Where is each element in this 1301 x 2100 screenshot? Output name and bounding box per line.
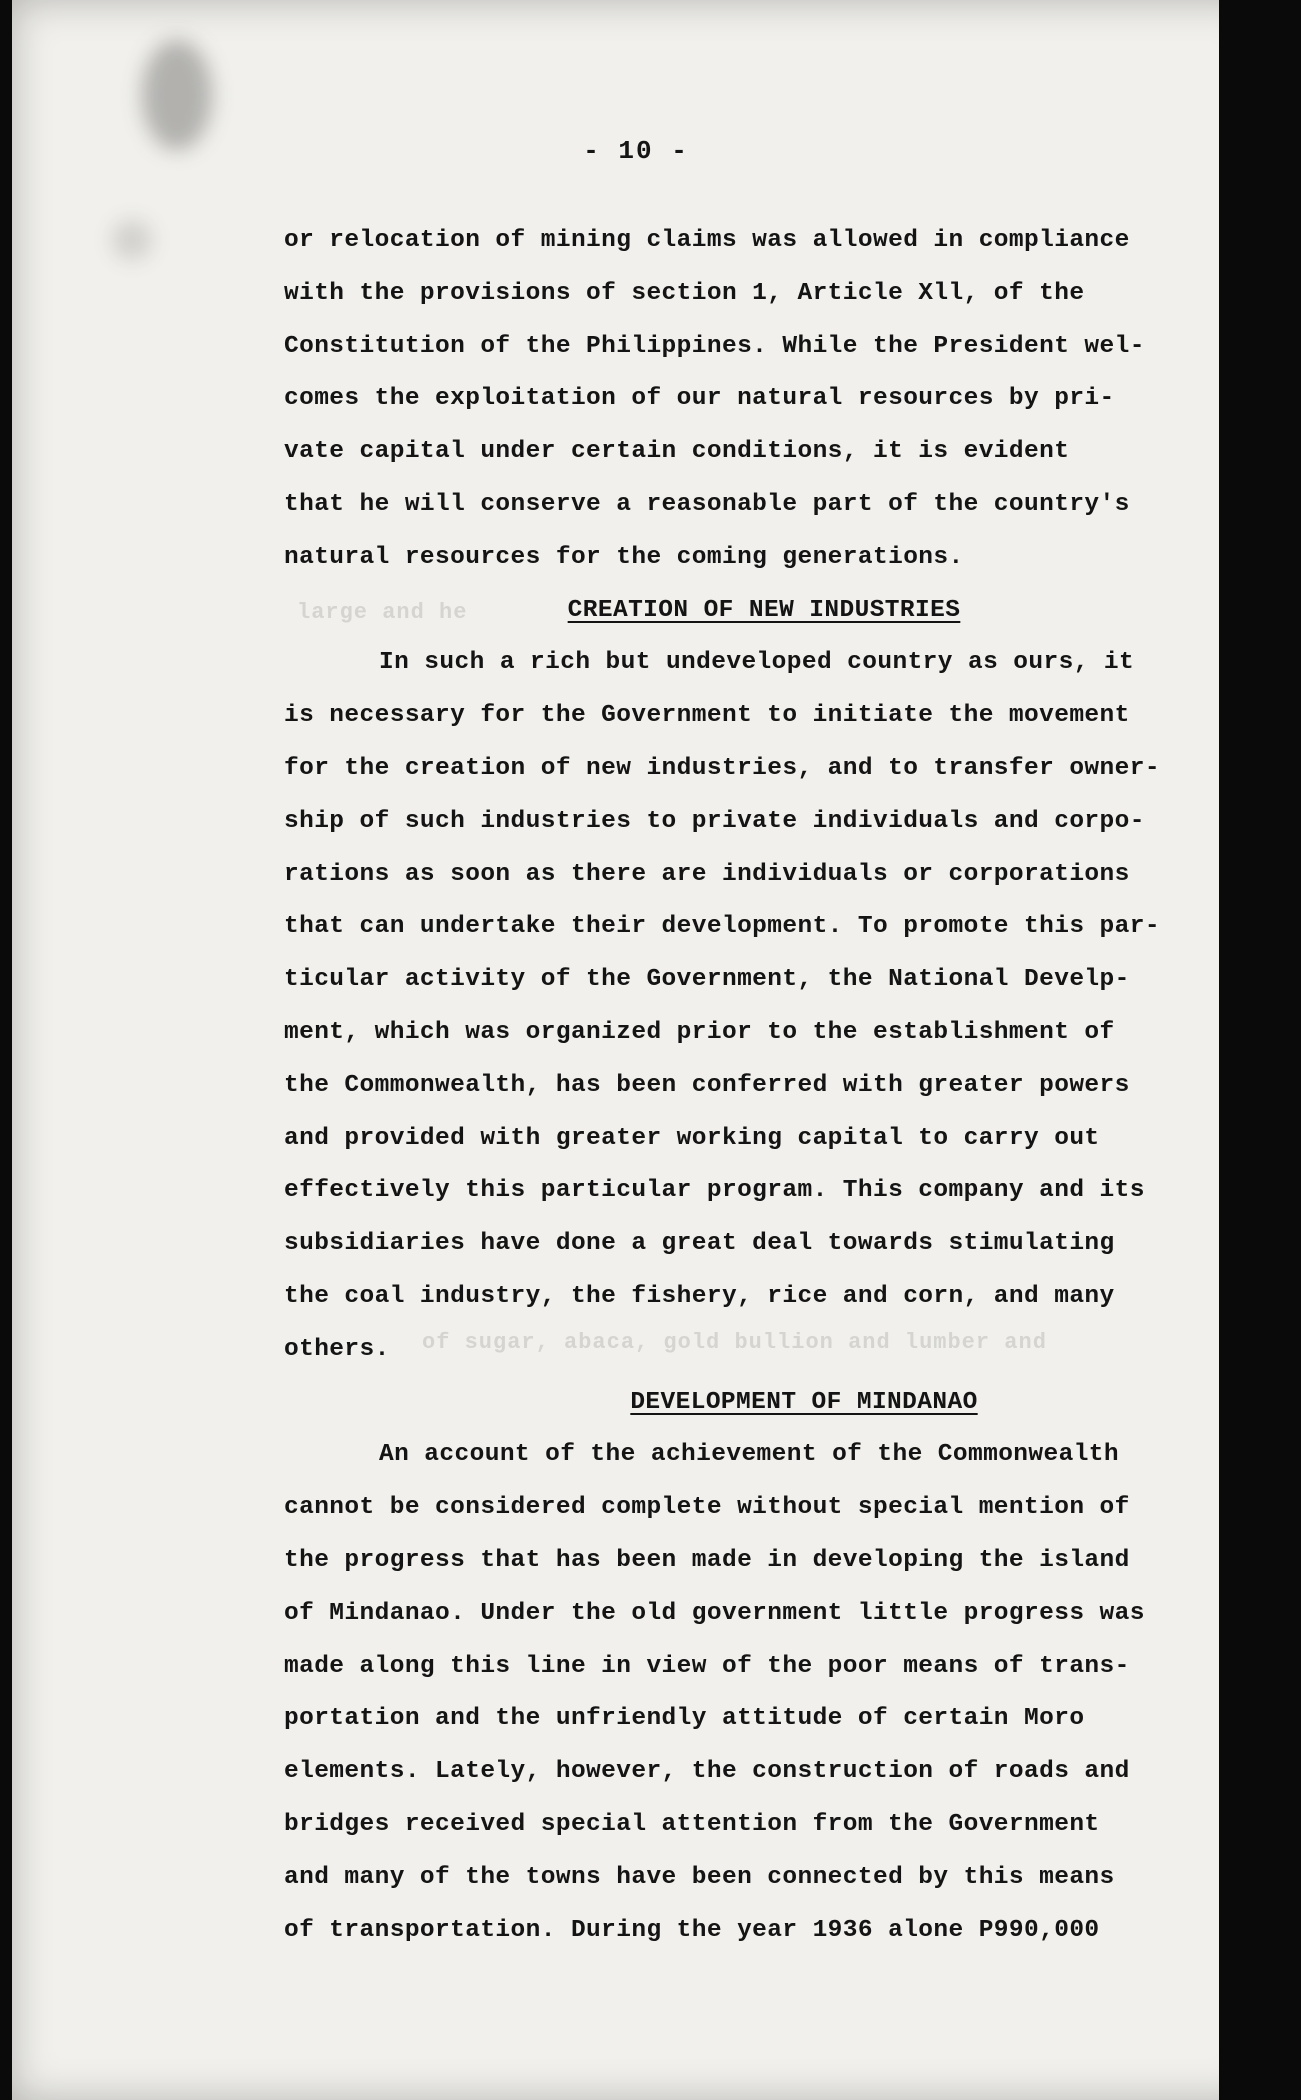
text-line: Constitution of the Philippines. While the President wel- xyxy=(284,332,1145,360)
section-heading-new-industries: CREATION OF NEW INDUSTRIES xyxy=(567,596,961,624)
paragraph-mindanao xyxy=(284,1429,1204,1957)
text-line: others. xyxy=(284,1335,390,1363)
ink-smudge xyxy=(142,40,212,150)
text-line: cannot be considered complete without special mention of xyxy=(284,1494,1130,1522)
bleed-through-text: large and he xyxy=(297,600,468,625)
text-line: bridges received special attention from the Government xyxy=(284,1810,1100,1838)
text-line: of transportation. During the year 1936 alone P990,000 xyxy=(284,1916,1100,1944)
paragraph-mining-claims xyxy=(284,215,1204,585)
text-line: or relocation of mining claims was allowed in compliance xyxy=(284,227,1130,254)
text-line: the progress that has been made in developing the island xyxy=(284,1546,1130,1574)
scan-border xyxy=(1219,0,1260,2100)
text-line: rations as soon as there are individuals or corporations xyxy=(284,860,1130,888)
text-line: ship of such industries to private individuals and corpo- xyxy=(284,807,1145,835)
text-line: is necessary for the Government to initiate the movement xyxy=(284,702,1130,730)
text-line: and many of the towns have been connected by this means xyxy=(284,1863,1115,1891)
text-line: the coal industry, the fishery, rice and corn, and many xyxy=(284,1282,1115,1310)
text-line: effectively this particular program. This company and its xyxy=(284,1177,1145,1205)
text-line: ment, which was organized prior to the establishment of xyxy=(284,1018,1115,1046)
text-line: for the creation of new industries, and to transfer owner- xyxy=(284,754,1160,782)
text-line: that he will conserve a reasonable part of the country's xyxy=(284,490,1130,518)
text-line: elements. Lately, however, the construction of roads and xyxy=(284,1758,1130,1786)
ink-smudge xyxy=(112,220,152,260)
text-line: with the provisions of section 1, Article Xll, of the xyxy=(284,279,1085,307)
text-line: subsidiaries have done a great deal towards stimulating xyxy=(284,1230,1115,1258)
text-line: of Mindanao. Under the old government little progress was xyxy=(284,1599,1145,1627)
text-line: portation and the unfriendly attitude of certain Moro xyxy=(284,1705,1085,1733)
page-number: - 10 - xyxy=(583,136,689,166)
document-page xyxy=(12,0,1260,2100)
text-line: In such a rich but undeveloped country as ours, it xyxy=(379,649,1135,677)
text-line: vate capital under certain conditions, it is evident xyxy=(284,438,1070,466)
paragraph-new-industries xyxy=(284,637,1204,1376)
text-line: natural resources for the coming generations. xyxy=(284,543,964,571)
text-line: made along this line in view of the poor means of trans- xyxy=(284,1652,1130,1680)
text-line: the Commonwealth, has been conferred with greater powers xyxy=(284,1071,1130,1099)
section-heading-mindanao: DEVELOPMENT OF MINDANAO xyxy=(630,1388,978,1416)
document-body xyxy=(284,215,1204,1957)
text-line: comes the exploitation of our natural resources by pri- xyxy=(284,385,1115,413)
text-line: An account of the achievement of the Commonwealth xyxy=(379,1441,1120,1469)
bleed-through-text: of sugar, abaca, gold bullion and lumber and xyxy=(422,1330,1047,1355)
text-line: and provided with greater working capital to carry out xyxy=(284,1124,1100,1152)
text-line: ticular activity of the Government, the National Develp- xyxy=(284,966,1130,994)
text-line: that can undertake their development. To promote this par- xyxy=(284,913,1160,941)
